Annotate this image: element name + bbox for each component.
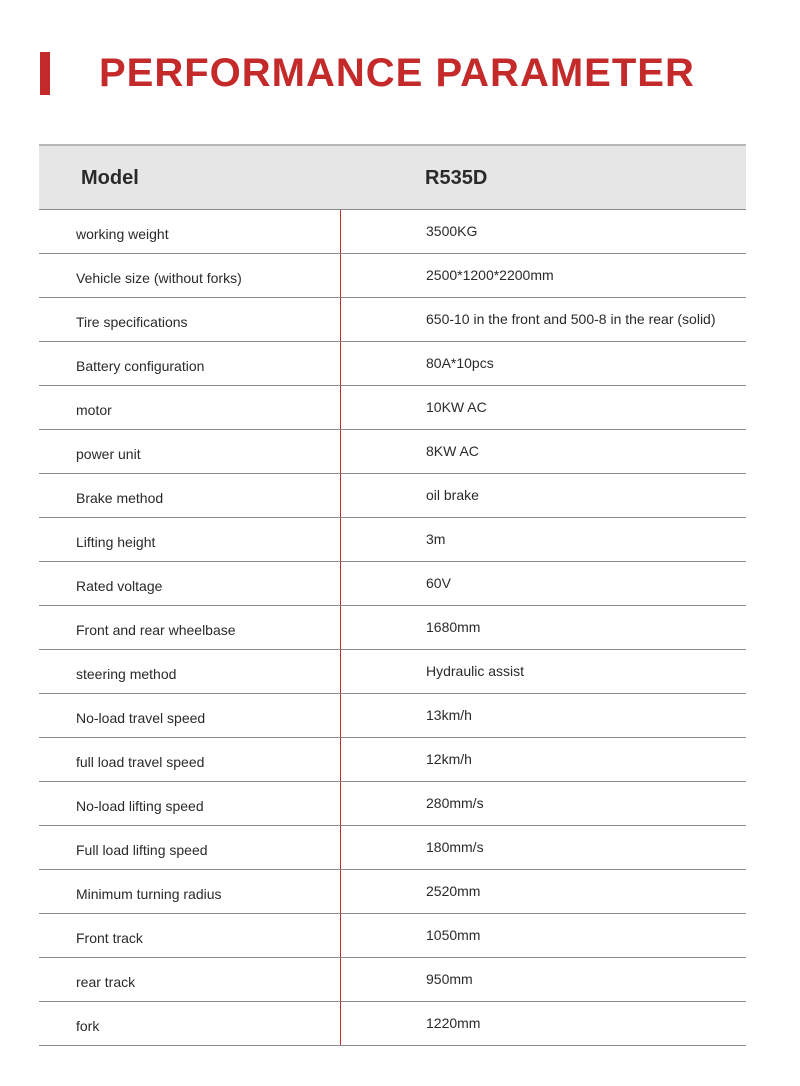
parameter-label: working weight [76, 226, 169, 242]
parameter-label: Battery configuration [76, 358, 205, 374]
parameter-value: 60V [426, 575, 451, 591]
table-row [39, 694, 746, 738]
table-row [39, 650, 746, 694]
table-body [39, 210, 746, 1046]
parameter-label: Vehicle size (without forks) [76, 270, 242, 286]
header-model-value: R535D [425, 167, 488, 189]
parameter-label: Minimum turning radius [76, 886, 222, 902]
parameter-label: Rated voltage [76, 578, 163, 594]
parameter-value: 1680mm [426, 619, 481, 635]
parameter-label: Full load lifting speed [76, 842, 208, 858]
table-row [39, 298, 746, 342]
parameter-value: 2500*1200*2200mm [426, 267, 554, 283]
parameter-value: Hydraulic assist [426, 663, 525, 679]
table-row [39, 738, 746, 782]
parameter-value: 2520mm [426, 883, 481, 899]
parameter-value: 3500KG [426, 223, 478, 239]
table-row [39, 826, 746, 870]
table-row [39, 606, 746, 650]
table-row [39, 386, 746, 430]
title-accent-bar [40, 52, 50, 95]
parameter-label: rear track [76, 974, 136, 990]
table-row [39, 518, 746, 562]
table-row [39, 342, 746, 386]
parameter-label: No-load travel speed [76, 710, 206, 726]
parameter-label: motor [76, 402, 112, 418]
parameter-label: steering method [76, 666, 177, 682]
table-row [39, 782, 746, 826]
parameter-label: Lifting height [76, 534, 156, 550]
parameter-table [39, 144, 746, 1046]
table-row [39, 474, 746, 518]
parameter-value: 1220mm [426, 1015, 481, 1031]
parameter-value: 10KW AC [426, 399, 487, 415]
table-row [39, 254, 746, 298]
parameter-value: 80A*10pcs [426, 355, 494, 371]
parameter-value: 1050mm [426, 927, 481, 943]
parameter-label: Tire specifications [76, 314, 188, 330]
table-row [39, 870, 746, 914]
parameter-label: Front track [76, 930, 143, 946]
parameter-label: Brake method [76, 490, 164, 506]
table-row [39, 430, 746, 474]
parameter-value: 280mm/s [426, 795, 484, 811]
table-row [39, 914, 746, 958]
table-row [39, 1002, 746, 1046]
parameter-label: Front and rear wheelbase [76, 622, 236, 638]
parameter-value: 3m [426, 531, 446, 547]
parameter-value: 650-10 in the front and 500-8 in the rear (solid) [426, 311, 716, 327]
table-header [39, 144, 746, 210]
parameter-value: oil brake [426, 487, 479, 503]
parameter-value: 180mm/s [426, 839, 484, 855]
table-row [39, 958, 746, 1002]
page-title: PERFORMANCE PARAMETER [99, 51, 695, 95]
parameter-value: 8KW AC [426, 443, 479, 459]
parameter-label: power unit [76, 446, 141, 462]
parameter-label: full load travel speed [76, 754, 205, 770]
parameter-value: 950mm [426, 971, 473, 987]
parameter-value: 12km/h [426, 751, 472, 767]
header-model-label: Model [81, 167, 139, 189]
parameter-value: 13km/h [426, 707, 472, 723]
parameter-label: No-load lifting speed [76, 798, 204, 814]
parameter-label: fork [76, 1018, 100, 1034]
table-row [39, 562, 746, 606]
table-row [39, 210, 746, 254]
